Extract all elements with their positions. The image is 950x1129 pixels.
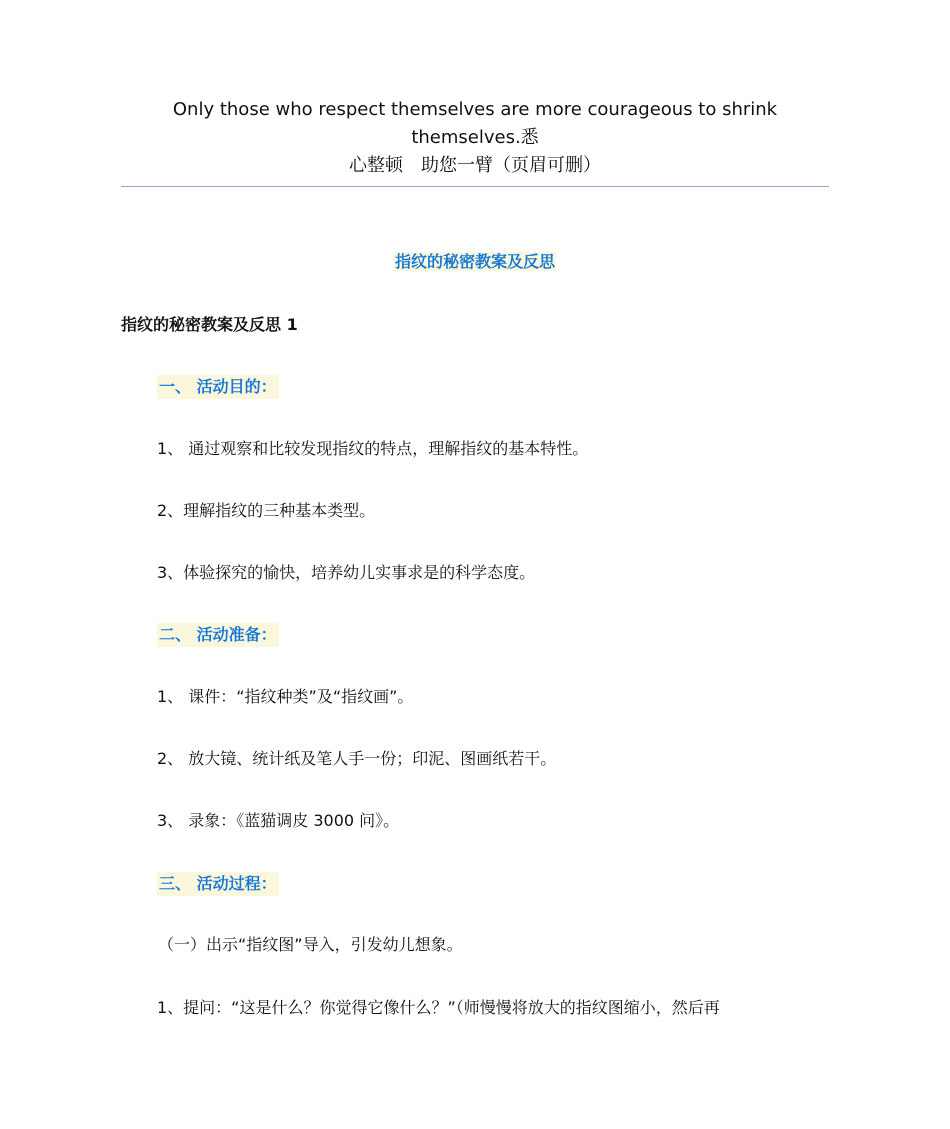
- section-heading-preparation: 二、 活动准备：: [157, 623, 279, 647]
- document-title: [120, 250, 830, 274]
- document-subtitle: 指纹的秘密教案及反思 1: [121, 315, 298, 334]
- section-heading-purpose: 一、 活动目的：: [157, 375, 279, 399]
- list-item: 2、 放大镜、统计纸及笔人手一份；印泥、图画纸若干。: [157, 749, 557, 768]
- header-line-1: Only those who respect themselves are more courageous to shrink themselves.悉: [172, 99, 778, 148]
- list-item: 2、理解指纹的三种基本类型。: [157, 501, 376, 520]
- document-title-text: 指纹的秘密教案及反思: [394, 252, 555, 271]
- page-header: [120, 96, 830, 180]
- header-line-2: 心整顿 助您一臂（页眉可删）: [349, 155, 601, 176]
- list-item: 3、体验探究的愉快，培养幼儿实事求是的科学态度。: [157, 563, 536, 582]
- list-item: 1、提问：“这是什么？你觉得它像什么？”（师慢慢将放大的指纹图缩小，然后再: [157, 998, 720, 1017]
- section-heading-process: 三、 活动过程：: [157, 872, 279, 896]
- list-item: 1、 通过观察和比较发现指纹的特点，理解指纹的基本特性。: [157, 439, 589, 458]
- list-item: （一）出示“指纹图”导入，引发幼儿想象。: [158, 935, 463, 954]
- list-item: 1、 课件：“指纹种类”及“指纹画”。: [157, 687, 414, 706]
- list-item: 3、 录象：《蓝猫调皮 3000 问》。: [157, 811, 400, 830]
- header-divider: [121, 186, 829, 187]
